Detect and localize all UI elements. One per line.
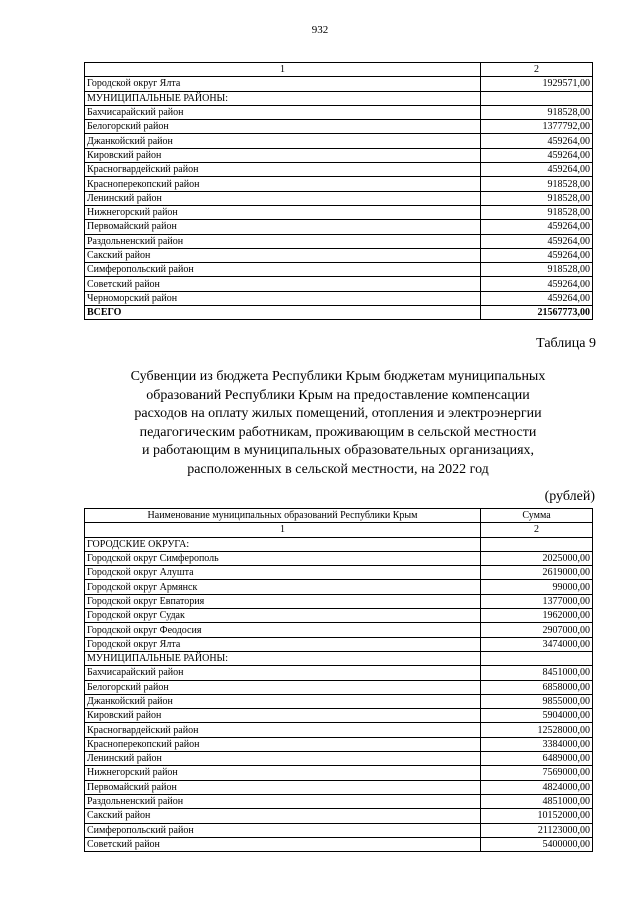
table-row (85, 120, 593, 134)
table-row (85, 823, 593, 837)
table-row (85, 263, 593, 277)
column-number: 1 (85, 63, 481, 77)
amount: 2907000,00 (481, 623, 593, 637)
amount: 9855000,00 (481, 694, 593, 708)
municipality-name: Симферопольский район (85, 263, 481, 277)
municipality-name: Городской округ Ялта (85, 77, 481, 91)
table-row (85, 766, 593, 780)
column-number: 1 (85, 523, 481, 537)
amount: 6489000,00 (481, 752, 593, 766)
caption-line: Субвенции из бюджета Республики Крым бюджетам муниципальных (130, 369, 546, 384)
municipality-name: Красноперекопский район (85, 177, 481, 191)
table-row (85, 248, 593, 262)
table-row (85, 234, 593, 248)
municipality-name: Красноперекопский район (85, 737, 481, 751)
caption-line: педагогическим работникам, проживающим в сельской местности (139, 424, 537, 440)
amount: 459264,00 (481, 234, 593, 248)
caption-line: образований Республики Крым на предоставление компенсации (146, 387, 530, 403)
municipality-name: Раздольненский район (85, 234, 481, 248)
municipality-name: Белогорский район (85, 680, 481, 694)
amount: 1377000,00 (481, 594, 593, 608)
municipality-name: Джанкойский район (85, 694, 481, 708)
amount: 6858000,00 (481, 680, 593, 694)
column-number: 2 (481, 63, 593, 77)
municipality-name: Первомайский район (85, 780, 481, 794)
municipality-name: Городской округ Феодосия (85, 623, 481, 637)
table-row (85, 780, 593, 794)
table-row (85, 609, 593, 623)
amount: 1377792,00 (481, 120, 593, 134)
municipality-name: Кировский район (85, 709, 481, 723)
amount: 459264,00 (481, 134, 593, 148)
amount: 5400000,00 (481, 837, 593, 851)
municipality-name: Городской округ Армянск (85, 580, 481, 594)
header-sum: Сумма (481, 509, 593, 523)
amount: 459264,00 (481, 291, 593, 305)
table-row (85, 794, 593, 808)
amount: 7569000,00 (481, 766, 593, 780)
municipality-name: Городской округ Алушта (85, 566, 481, 580)
amount: 918528,00 (481, 177, 593, 191)
unit-label: (рублей) (544, 489, 595, 504)
municipality-name: Первомайский район (85, 220, 481, 234)
municipality-name: Городской округ Евпатория (85, 594, 481, 608)
table-row (85, 666, 593, 680)
amount: 1929571,00 (481, 77, 593, 91)
total-amount: 21567773,00 (481, 306, 593, 320)
table-row (85, 91, 593, 105)
municipality-name: Городской округ Ялта (85, 637, 481, 651)
municipality-name: Советский район (85, 837, 481, 851)
amount: 2619000,00 (481, 566, 593, 580)
municipality-name: Красногвардейский район (85, 723, 481, 737)
municipality-name: Городской округ Симферополь (85, 551, 481, 565)
table-row (85, 177, 593, 191)
table-row (85, 651, 593, 665)
municipality-name: Сакский район (85, 809, 481, 823)
amount: 8451000,00 (481, 666, 593, 680)
table-row (85, 220, 593, 234)
amount: 21123000,00 (481, 823, 593, 837)
total-label: ВСЕГО (85, 306, 481, 320)
table-row (85, 623, 593, 637)
table-row (85, 680, 593, 694)
amount: 4824000,00 (481, 780, 593, 794)
municipality-name: Красногвардейский район (85, 163, 481, 177)
amount: 3474000,00 (481, 637, 593, 651)
municipality-name: ГОРОДСКИЕ ОКРУГА: (85, 537, 481, 551)
municipality-name: Советский район (85, 277, 481, 291)
table-row (85, 737, 593, 751)
amount: 918528,00 (481, 205, 593, 219)
table-row (85, 580, 593, 594)
amount: 10152000,00 (481, 809, 593, 823)
amount: 459264,00 (481, 248, 593, 262)
column-number-row (85, 523, 593, 537)
table-row (85, 551, 593, 565)
amount: 459264,00 (481, 277, 593, 291)
header-row (85, 509, 593, 523)
municipality-name: Ленинский район (85, 752, 481, 766)
table-row (85, 205, 593, 219)
municipality-name: МУНИЦИПАЛЬНЫЕ РАЙОНЫ: (85, 91, 481, 105)
municipality-name: Кировский район (85, 148, 481, 162)
amount: 12528000,00 (481, 723, 593, 737)
subvention-table (84, 508, 593, 852)
amount: 99000,00 (481, 580, 593, 594)
municipality-name: Бахчисарайский район (85, 105, 481, 119)
amount: 2025000,00 (481, 551, 593, 565)
table-row (85, 163, 593, 177)
table-label: Таблица 9 (536, 336, 596, 351)
caption-line: расположенных в сельской местности, на 2022 год (187, 461, 489, 477)
municipality-name: Раздольненский район (85, 794, 481, 808)
table-row (85, 134, 593, 148)
table-row (85, 191, 593, 205)
total-row (85, 306, 593, 320)
municipality-name: Нижнегорский район (85, 205, 481, 219)
table-row (85, 809, 593, 823)
table-row (85, 709, 593, 723)
table-row (85, 594, 593, 608)
amount: 918528,00 (481, 105, 593, 119)
table-row (85, 752, 593, 766)
table-row (85, 105, 593, 119)
municipality-name: Симферопольский район (85, 823, 481, 837)
municipality-name: Белогорский район (85, 120, 481, 134)
table-row (85, 148, 593, 162)
table-row (85, 566, 593, 580)
municipality-name: Сакский район (85, 248, 481, 262)
amount: 918528,00 (481, 263, 593, 277)
amount: 5904000,00 (481, 709, 593, 723)
municipality-name: МУНИЦИПАЛЬНЫЕ РАЙОНЫ: (85, 651, 481, 665)
caption-line: и работающим в муниципальных образовательных организациях, (141, 443, 535, 458)
column-number: 2 (481, 523, 593, 537)
table-row (85, 277, 593, 291)
table-caption (84, 368, 592, 479)
municipality-name: Джанкойский район (85, 134, 481, 148)
amount: 918528,00 (481, 191, 593, 205)
table-row (85, 694, 593, 708)
amount: 4851000,00 (481, 794, 593, 808)
subsidy-table-continued (84, 62, 593, 320)
amount (481, 651, 593, 665)
table-row (85, 837, 593, 851)
table-row (85, 537, 593, 551)
municipality-name: Черноморский район (85, 291, 481, 305)
table-row (85, 637, 593, 651)
table-row (85, 77, 593, 91)
amount: 3384000,00 (481, 737, 593, 751)
page-number: 932 (311, 24, 329, 36)
amount (481, 537, 593, 551)
amount (481, 91, 593, 105)
caption-line: расходов на оплату жилых помещений, отопления и электроэнергии (134, 406, 542, 421)
amount: 459264,00 (481, 163, 593, 177)
municipality-name: Ленинский район (85, 191, 481, 205)
municipality-name: Нижнегорский район (85, 766, 481, 780)
municipality-name: Бахчисарайский район (85, 666, 481, 680)
column-number-row (85, 63, 593, 77)
header-name: Наименование муниципальных образований Республики Крым (85, 509, 481, 523)
amount: 1962000,00 (481, 609, 593, 623)
table-row (85, 723, 593, 737)
amount: 459264,00 (481, 220, 593, 234)
municipality-name: Городской округ Судак (85, 609, 481, 623)
amount: 459264,00 (481, 148, 593, 162)
table-row (85, 291, 593, 305)
